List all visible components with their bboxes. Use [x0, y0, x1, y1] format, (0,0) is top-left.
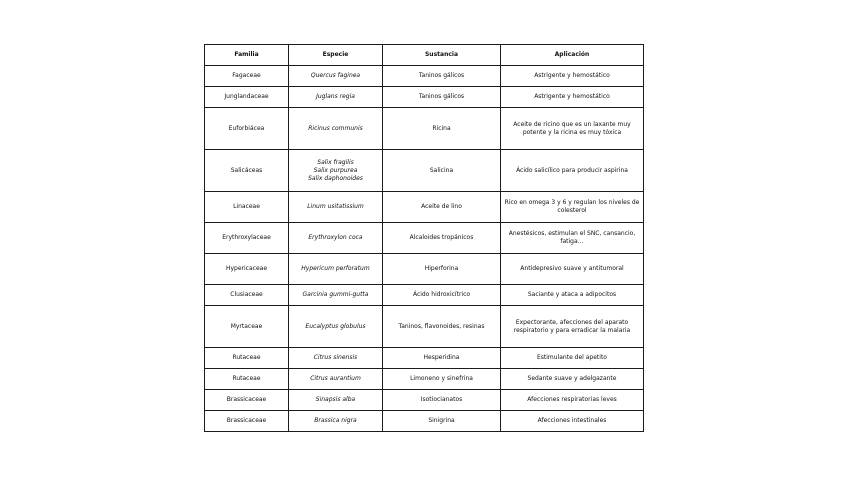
cell-familia: Rutaceae: [205, 348, 289, 369]
cell-aplicacion: Anestésicos, estimulan el SNC, cansancio, fatiga…: [501, 223, 644, 254]
plants-table: [204, 44, 644, 432]
header-especie: Especie: [289, 45, 383, 66]
cell-familia: Myrtaceae: [205, 306, 289, 348]
cell-sustancia: Ácido hidroxicítrico: [383, 285, 501, 306]
header-row: [205, 45, 644, 66]
species-line: Salix fragilis: [317, 158, 354, 166]
table-row: [205, 306, 644, 348]
cell-familia: Euforbiácea: [205, 108, 289, 150]
cell-aplicacion: Rico en omega 3 y 6 y regulan los niveles de colesterol: [501, 192, 644, 223]
cell-especie: Garcinia gummi-gutta: [289, 285, 383, 306]
cell-especie: Erythroxylon coca: [289, 223, 383, 254]
cell-sustancia: Salicina: [383, 150, 501, 192]
table-row: [205, 254, 644, 285]
cell-sustancia: Taninos, flavonoides, resinas: [383, 306, 501, 348]
header-aplicacion: Aplicación: [501, 45, 644, 66]
species-line: Salix purpurea: [313, 166, 358, 174]
table-row: [205, 390, 644, 411]
cell-sustancia: Isotiocianatos: [383, 390, 501, 411]
table-row: [205, 150, 644, 192]
cell-especie: Eucalyptus globulus: [289, 306, 383, 348]
cell-sustancia: Limoneno y sinefrina: [383, 369, 501, 390]
cell-sustancia: Hesperidina: [383, 348, 501, 369]
cell-familia: Erythroxylaceae: [205, 223, 289, 254]
table-row: [205, 192, 644, 223]
cell-familia: Linaceae: [205, 192, 289, 223]
cell-familia: Brassicaceae: [205, 390, 289, 411]
cell-aplicacion: Saciante y ataca a adipocitos: [501, 285, 644, 306]
cell-especie: Ricinus communis: [289, 108, 383, 150]
cell-sustancia: Taninos gálicos: [383, 87, 501, 108]
cell-especie: Hypericum perforatum: [289, 254, 383, 285]
table-row: [205, 411, 644, 432]
cell-sustancia: Sinigrina: [383, 411, 501, 432]
cell-especie: Juglans regia: [289, 87, 383, 108]
cell-familia: Rutaceae: [205, 369, 289, 390]
cell-especie: Linum usitatissium: [289, 192, 383, 223]
cell-aplicacion: Afecciones respiratorias leves: [501, 390, 644, 411]
cell-aplicacion: Ácido salicílico para producir aspirina: [501, 150, 644, 192]
cell-aplicacion: Astrigente y hemostático: [501, 66, 644, 87]
cell-especie: [289, 150, 383, 192]
cell-familia: Salicáceas: [205, 150, 289, 192]
cell-aplicacion: Antidepresivo suave y antitumoral: [501, 254, 644, 285]
cell-aplicacion: Astrigente y hemostático: [501, 87, 644, 108]
cell-sustancia: Hiperforina: [383, 254, 501, 285]
cell-especie: Sinapsis alba: [289, 390, 383, 411]
cell-familia: Junglandaceae: [205, 87, 289, 108]
table-row: [205, 369, 644, 390]
cell-sustancia: Taninos gálicos: [383, 66, 501, 87]
cell-especie: Brassica nigra: [289, 411, 383, 432]
cell-aplicacion: Afecciones intestinales: [501, 411, 644, 432]
cell-aplicacion: Sedante suave y adelgazante: [501, 369, 644, 390]
cell-especie: Quercus faginea: [289, 66, 383, 87]
table-row: [205, 66, 644, 87]
header-sustancia: Sustancia: [383, 45, 501, 66]
cell-especie: Citrus sinensis: [289, 348, 383, 369]
cell-aplicacion: Aceite de ricino que es un laxante muy potente y la ricina es muy tóxica: [501, 108, 644, 150]
table-row: [205, 87, 644, 108]
cell-aplicacion: Estimulante del apetito: [501, 348, 644, 369]
table-row: [205, 285, 644, 306]
species-line: Salix daphonoides: [308, 174, 363, 182]
cell-familia: Hypericaceae: [205, 254, 289, 285]
cell-sustancia: Ricina: [383, 108, 501, 150]
table-row: [205, 108, 644, 150]
cell-familia: Clusiaceae: [205, 285, 289, 306]
cell-sustancia: Aceite de lino: [383, 192, 501, 223]
cell-especie: Citrus aurantium: [289, 369, 383, 390]
table-row: [205, 348, 644, 369]
cell-familia: Brassicaceae: [205, 411, 289, 432]
cell-aplicacion: Expectorante, afecciones del aparato respiratorio y para erradicar la malaria: [501, 306, 644, 348]
cell-familia: Fagaceae: [205, 66, 289, 87]
cell-sustancia: Alcaloides tropánicos: [383, 223, 501, 254]
table-row: [205, 223, 644, 254]
header-familia: Familia: [205, 45, 289, 66]
